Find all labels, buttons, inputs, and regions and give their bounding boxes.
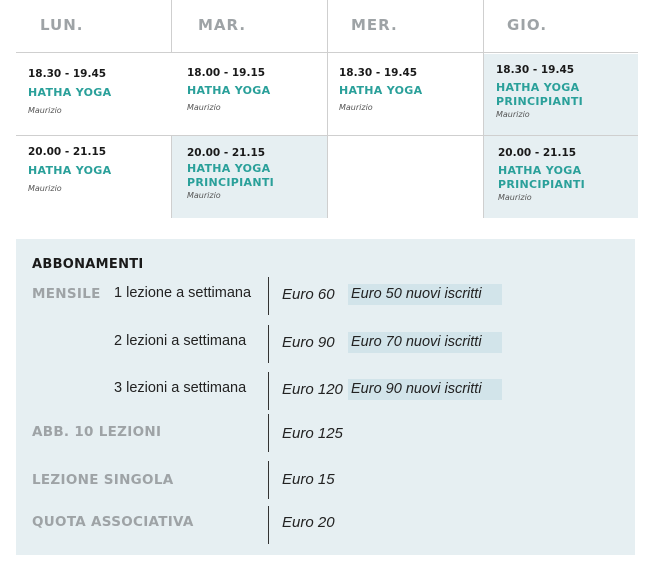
grid-divider — [327, 0, 328, 52]
frequency-label: 2 lezioni a settimana — [114, 333, 247, 349]
mensile-label: MENSILE — [32, 286, 101, 302]
class-name: HATHA YOGA — [339, 84, 423, 97]
price-value: Euro 90 — [282, 334, 335, 351]
promo-price: Euro 50 nuovi iscritti — [348, 284, 502, 305]
promo-price: Euro 70 nuovi iscritti — [348, 332, 502, 353]
membership-fee-label: QUOTA ASSOCIATIVA — [32, 514, 194, 530]
class-slot — [484, 63, 638, 121]
grid-divider — [171, 135, 172, 218]
class-time: 18.30 - 19.45 — [496, 64, 575, 76]
grid-divider — [483, 0, 484, 52]
weekly-schedule — [16, 0, 638, 218]
price-value: Euro 20 — [282, 514, 335, 531]
class-time: 18.30 - 19.45 — [339, 67, 418, 79]
class-time: 18.00 - 19.15 — [187, 67, 266, 79]
class-teacher: Maurizio — [187, 103, 221, 112]
class-teacher: Maurizio — [339, 103, 373, 112]
pricing-panel — [16, 239, 635, 555]
pricing-title: ABBONAMENTI — [32, 257, 144, 272]
price-value: Euro 15 — [282, 471, 335, 488]
single-lesson-label: LEZIONE SINGOLA — [32, 472, 174, 488]
class-name: HATHA YOGA — [28, 86, 112, 99]
divider — [268, 372, 269, 410]
class-time: 20.00 - 21.15 — [28, 146, 107, 158]
class-name-line2: PRINCIPIANTI — [187, 176, 275, 189]
frequency-label: 3 lezioni a settimana — [114, 380, 247, 396]
price-value: Euro 120 — [282, 381, 343, 398]
divider — [268, 461, 269, 499]
class-teacher: Maurizio — [496, 110, 530, 119]
class-teacher: Maurizio — [28, 184, 62, 193]
class-slot — [327, 66, 483, 114]
abb10-label: ABB. 10 LEZIONI — [32, 424, 162, 440]
class-time: 20.00 - 21.15 — [498, 147, 577, 159]
class-slot — [486, 146, 638, 204]
class-name: HATHA YOGA — [498, 164, 582, 177]
class-teacher: Maurizio — [28, 106, 62, 115]
class-slot — [16, 67, 171, 117]
class-name: HATHA YOGA — [496, 81, 580, 94]
day-header-lun: LUN. — [40, 16, 84, 34]
price-value: Euro 60 — [282, 286, 335, 303]
class-slot — [175, 66, 327, 114]
class-name: HATHA YOGA — [187, 84, 271, 97]
day-header-mer: MER. — [351, 16, 398, 34]
frequency-label: 1 lezione a settimana — [114, 285, 252, 301]
class-time: 18.30 - 19.45 — [28, 68, 107, 80]
grid-divider — [171, 0, 172, 52]
class-name: HATHA YOGA — [187, 162, 271, 175]
day-header-mar: MAR. — [198, 16, 247, 34]
divider — [268, 414, 269, 452]
class-slot — [16, 145, 171, 195]
day-header-gio: GIO. — [507, 16, 548, 34]
class-time: 20.00 - 21.15 — [187, 147, 266, 159]
class-teacher: Maurizio — [187, 191, 221, 200]
class-teacher: Maurizio — [498, 193, 532, 202]
class-name-line2: PRINCIPIANTI — [496, 95, 584, 108]
class-name: HATHA YOGA — [28, 164, 112, 177]
divider — [268, 325, 269, 363]
class-slot — [175, 146, 327, 202]
price-value: Euro 125 — [282, 425, 343, 442]
promo-price: Euro 90 nuovi iscritti — [348, 379, 502, 400]
divider — [268, 506, 269, 544]
class-name-line2: PRINCIPIANTI — [498, 178, 586, 191]
divider — [268, 277, 269, 315]
